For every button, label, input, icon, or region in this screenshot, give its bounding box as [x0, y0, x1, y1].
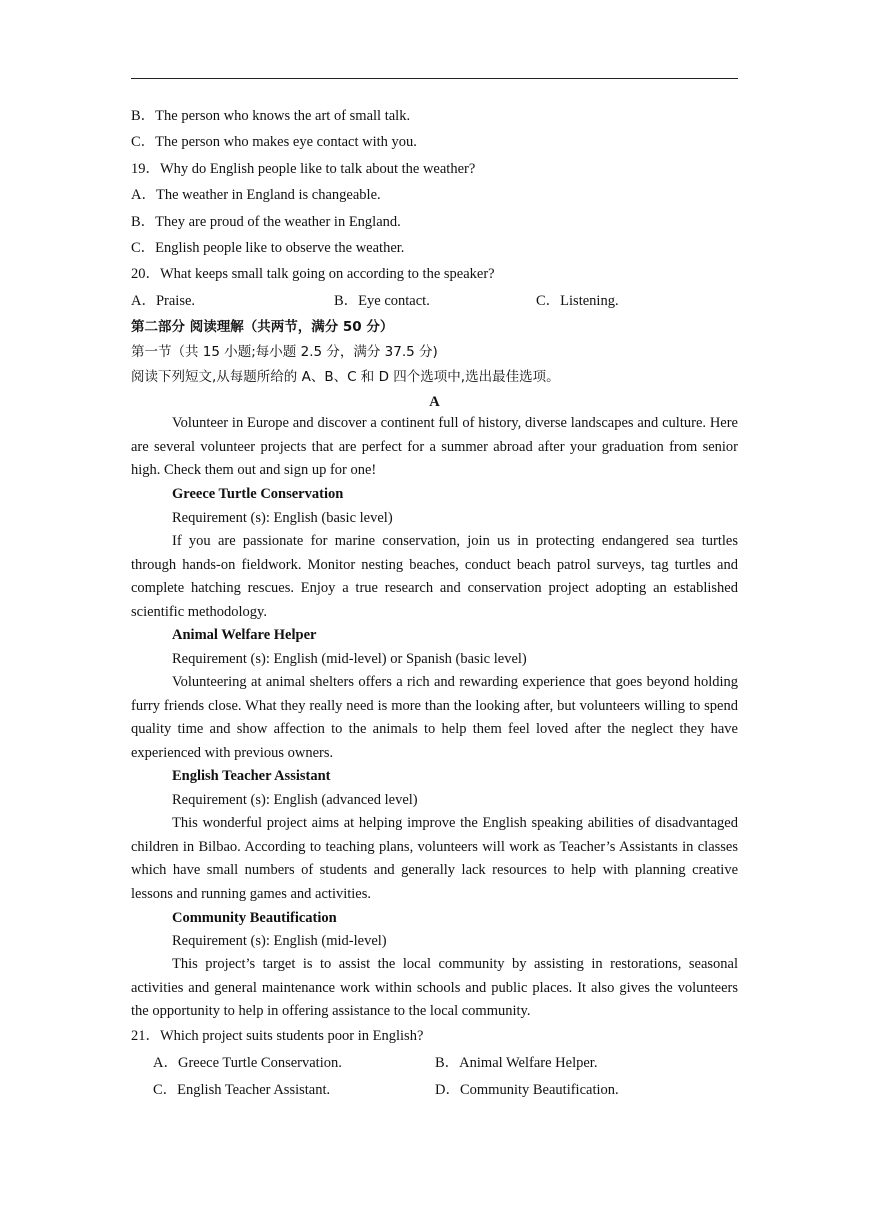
- q21-option-a: A．Greece Turtle Conservation.: [153, 1055, 342, 1071]
- project-requirement-teacher: Requirement (s): English (advanced level): [172, 792, 418, 808]
- project-title-community: Community Beautification: [172, 910, 337, 926]
- section1-heading: 第一节（共 15 小题;每小题 2.5 分，满分 37.5 分): [131, 344, 438, 360]
- project-requirement-community: Requirement (s): English (mid-level): [172, 933, 387, 949]
- project-requirement-turtle: Requirement (s): English (basic level): [172, 510, 393, 526]
- q20-option-a: A．Praise.: [131, 293, 196, 309]
- q20-option-b: B．Eye contact.: [334, 293, 430, 309]
- q19-stem: 19．Why do English people like to talk about the weather?: [131, 161, 476, 177]
- q19-option-a: A．The weather in England is changeable.: [131, 187, 381, 203]
- q19-option-c: C．English people like to observe the weather.: [131, 240, 405, 256]
- q20-stem: 20．What keeps small talk going on according to the speaker?: [131, 266, 495, 282]
- passage-intro: Volunteer in Europe and discover a continent full of history, diverse landscapes and culture. Here are several volunteer projects that are perfect for a summer abroad after your graduation from senior high. Check them out and sign up for one!: [131, 415, 738, 478]
- q20-option-c: C．Listening.: [536, 293, 619, 309]
- q19-option-b: B．They are proud of the weather in England.: [131, 214, 401, 230]
- q21-option-b: B．Animal Welfare Helper.: [435, 1055, 598, 1071]
- project-body-turtle: If you are passionate for marine conservation, join us in protecting endangered sea turtles through hands-on fieldwork. Monitor nesting beaches, conduct beach patrol surveys, tag turtles and complete hatching rescues. Enjoy a true research and conservation project adopting an established scientific methodology.: [131, 533, 738, 620]
- project-title-teacher: English Teacher Assistant: [172, 768, 331, 784]
- project-body-community: This project’s target is to assist the local community by assisting in restorations, seasonal activities and general maintenance work within schools and public places. It also gives the volunteers the opportunity to help in offering assistance to the local community.: [131, 956, 738, 1019]
- project-title-turtle: Greece Turtle Conservation: [172, 486, 344, 502]
- project-requirement-animal: Requirement (s): English (mid-level) or Spanish (basic level): [172, 651, 527, 667]
- header-rule: [131, 78, 738, 79]
- project-body-animal: Volunteering at animal shelters offers a rich and rewarding experience that goes beyond holding furry friends close. What they really need is more than the looking after, but volunteers willing to spend quality time and show affection to the animals to help them feel loved after the neglect they have experienced with previous owners.: [131, 674, 738, 761]
- q21-option-c: C．English Teacher Assistant.: [153, 1082, 331, 1098]
- q21-option-d: D．Community Beautification.: [435, 1082, 619, 1098]
- project-title-animal: Animal Welfare Helper: [172, 627, 317, 643]
- q18-option-b: B．The person who knows the art of small talk.: [131, 108, 411, 124]
- part2-title: 第二部分 阅读理解（共两节，满分 50 分）: [131, 319, 394, 335]
- section1-instruction: 阅读下列短文,从每题所给的 A、B、C 和 D 四个选项中,选出最佳选项。: [131, 369, 560, 385]
- q18-option-c: C．The person who makes eye contact with you.: [131, 134, 417, 150]
- q21-stem: 21．Which project suits students poor in English?: [131, 1028, 424, 1044]
- passage-label: A: [429, 394, 440, 410]
- project-body-teacher: This wonderful project aims at helping improve the English speaking abilities of disadvantaged children in Bilbao. According to teaching plans, volunteers will work as Teacher’s Assistants in classes which have small numbers of students and generally lack resources to help with planning creative lessons and running games and activities.: [131, 815, 738, 902]
